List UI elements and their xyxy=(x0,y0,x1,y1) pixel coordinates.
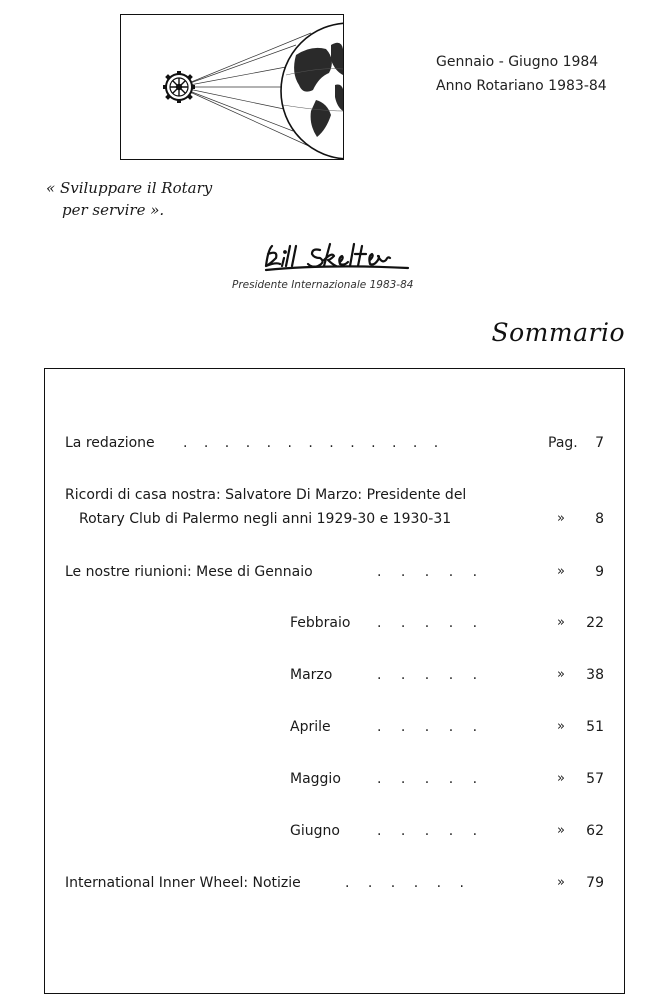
toc-item-febbraio[interactable] xyxy=(45,615,624,639)
toc-item-mark: » xyxy=(557,615,565,630)
table-of-contents xyxy=(44,368,625,994)
toc-item-dots: . . . . . xyxy=(377,719,478,735)
toc-item-maggio[interactable] xyxy=(45,771,624,795)
toc-item-page: 51 xyxy=(586,719,604,735)
toc-item-mark: Pag. xyxy=(548,435,578,451)
toc-item-label: Maggio xyxy=(290,771,341,787)
toc-item-gennaio[interactable] xyxy=(45,564,624,588)
toc-item-page: 57 xyxy=(586,771,604,787)
toc-item-mark: » xyxy=(557,719,565,734)
toc-item-dots: . . . . . . . . . . . . . xyxy=(183,435,439,451)
toc-item-label: Aprile xyxy=(290,719,331,735)
toc-item-label: International Inner Wheel: Notizie xyxy=(65,875,301,891)
toc-item-dots: . . . . . . xyxy=(345,875,464,891)
toc-item-page: 22 xyxy=(586,615,604,631)
toc-item-label: La redazione xyxy=(65,435,155,451)
toc-item-label: Marzo xyxy=(290,667,333,683)
toc-item-mark: » xyxy=(557,564,565,579)
toc-item-redazione[interactable] xyxy=(45,435,624,459)
toc-item-mark: » xyxy=(557,667,565,682)
toc-item-mark: » xyxy=(557,875,565,890)
toc-item-aprile[interactable] xyxy=(45,719,624,743)
toc-item-dots: . . . . . xyxy=(377,823,478,839)
toc-item-page: 8 xyxy=(595,511,604,527)
toc-item-page: 79 xyxy=(586,875,604,891)
motto-line-2: per servire ». xyxy=(62,201,165,219)
issue-date-block xyxy=(436,50,607,98)
toc-item-dots: . . . . . xyxy=(377,667,478,683)
motto-quote xyxy=(46,177,212,221)
toc-item-label: Le nostre riunioni: Mese di Gennaio xyxy=(65,564,313,580)
rotary-globe-logo-icon xyxy=(121,15,343,159)
toc-item-label: Giugno xyxy=(290,823,340,839)
rotary-globe-logo xyxy=(120,14,344,160)
toc-item-mark: » xyxy=(557,511,565,526)
toc-item-label: Febbraio xyxy=(290,615,351,631)
toc-item-mark: » xyxy=(557,823,565,838)
toc-item-ricordi[interactable] xyxy=(45,487,624,535)
toc-item-inner-wheel[interactable] xyxy=(45,875,624,899)
issue-period: Gennaio - Giugno 1984 xyxy=(436,54,599,70)
toc-item-label-cont: Rotary Club di Palermo negli anni 1929-30 e 1930-31 xyxy=(79,511,452,527)
toc-item-page: 9 xyxy=(595,564,604,580)
toc-item-page: 38 xyxy=(586,667,604,683)
motto-line-1: « Sviluppare il Rotary xyxy=(46,179,213,197)
toc-item-dots: . . . . . xyxy=(377,615,478,631)
toc-item-dots: . . . . . xyxy=(377,564,478,580)
toc-item-label: Ricordi di casa nostra: Salvatore Di Marzo: Presidente del xyxy=(65,487,467,503)
section-title: Sommario xyxy=(491,318,625,347)
rotary-year: Anno Rotariano 1983-84 xyxy=(436,78,607,94)
toc-item-page: 7 xyxy=(595,435,604,451)
toc-item-page: 62 xyxy=(586,823,604,839)
toc-item-giugno[interactable] xyxy=(45,823,624,847)
president-caption: Presidente Internazionale 1983-84 xyxy=(232,279,414,291)
toc-item-dots: . . . . . xyxy=(377,771,478,787)
toc-item-marzo[interactable] xyxy=(45,667,624,691)
toc-item-mark: » xyxy=(557,771,565,786)
signature-bill-skelton xyxy=(258,240,418,274)
